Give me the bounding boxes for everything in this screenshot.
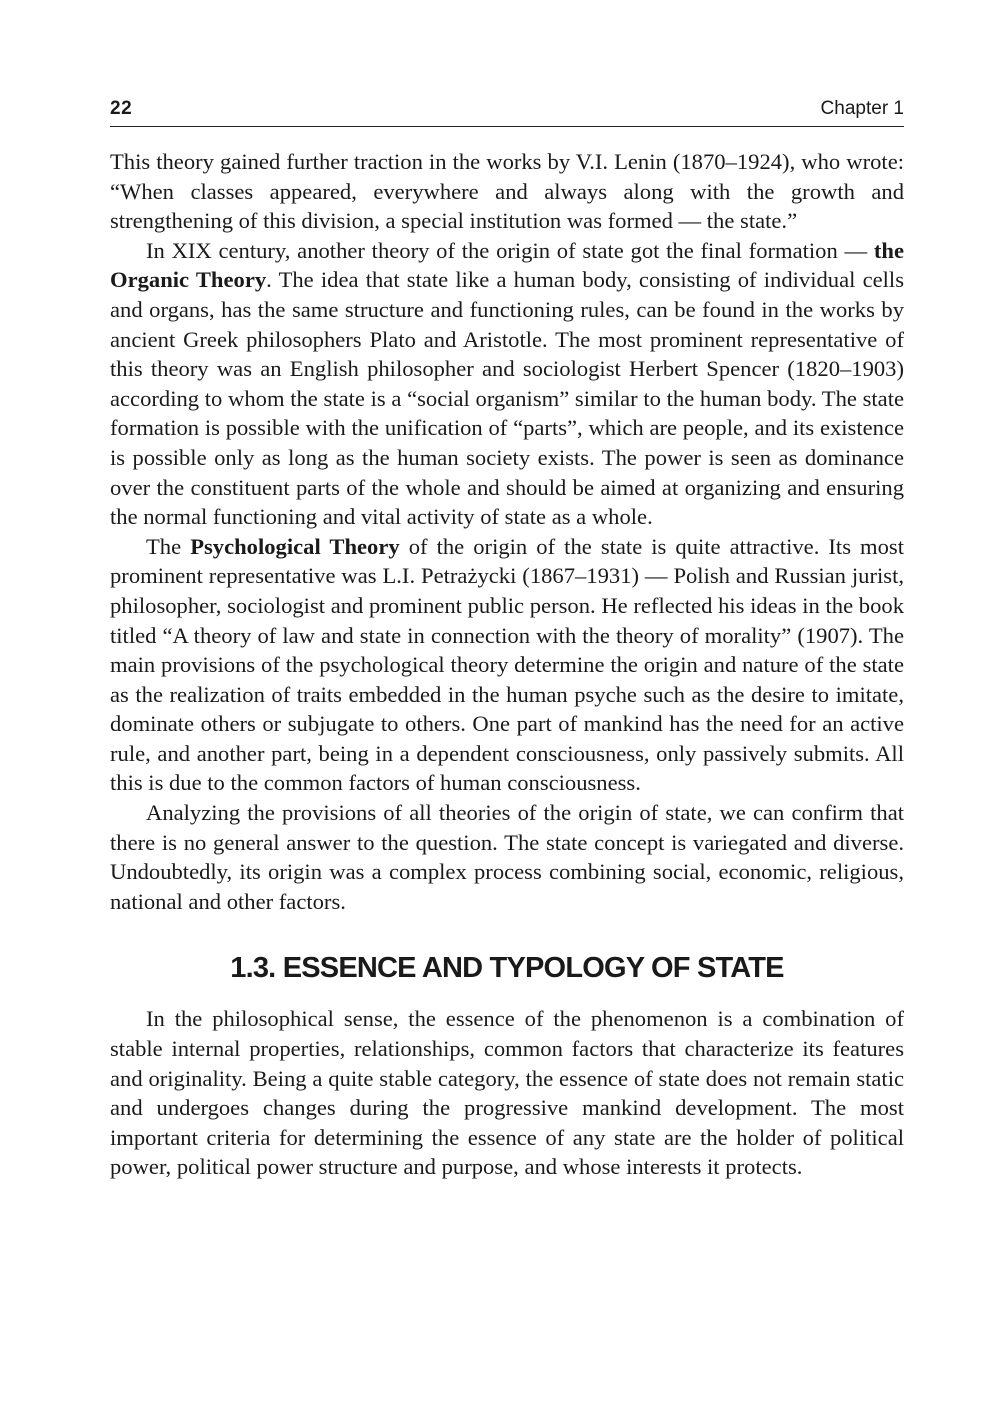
book-page [110,0,904,1413]
psychological-theory-intro: The [146,533,191,559]
paragraph-psychological-theory [110,532,904,798]
paragraph-analysis: Analyzing the provisions of all theories of the origin of state, we can confirm that there is no general answer to the question. The state concept is variegated and diverse. Undoubtedly, its origin was a complex process combining social, economic, religious, national and other factors. [110,800,904,914]
chapter-label: Chapter 1 [820,98,904,119]
psychological-theory-term: Psychological Theory [190,533,400,559]
paragraph-organic-theory [110,236,904,532]
psychological-theory-body: of the origin of the state is quite attractive. Its most prominent representative was L.I. Petrażycki (1867–1931) — Polish and Russian jurist, philosopher, sociologist and prominent public person. He reflected his ideas in the book titled “A theory of law and state in connection with the theory of morality” (1907). The main provisions of the psychological theory determine the origin and nature of the state as the realization of traits embedded in the human psyche such as the desire to imitate, dominate others or subjugate to others. One part of mankind has the need for an active rule, and another part, being in a dependent consciousness, only passively submits. All this is due to the common factors of human consciousness. [110,533,904,796]
paragraph-lenin: This theory gained further traction in the works by V.I. Lenin (1870–1924), who wrote: “When classes appeared, everywhere and always along with the growth and strengthening of this division, a special institution was formed — the state.” [110,149,904,234]
organic-theory-body: . The idea that state like a human body, consisting of individual cells and organs, has the same structure and functioning rules, can be found in the works by ancient Greek philosophers Plato and Aristotle. The most prominent representative of this theory was an English philosopher and sociologist Herbert Spencer (1820–1903) according to whom the state is a “social organism” similar to the human body. The state formation is possible with the unification of “parts”, which are people, and its existence is possible only as long as the human society exists. The power is seen as dominance over the constituent parts of the whole and should be aimed at organizing and ensuring the normal functioning and vital activity of state as a whole. [110,267,904,530]
organic-theory-term: the Organic Theory [110,237,904,293]
paragraph-essence: In the philosophical sense, the essence of the phenomenon is a combination of stable internal properties, relationships, common factors that characterize its features and originality. Being a quite stable category, the essence of state does not remain static and undergoes changes during the progressive mankind development. The most important criteria for determining the essence of any state are the holder of political power, political power structure and purpose, and whose interests it protects. [110,1006,904,1180]
running-header [110,98,904,127]
page-number: 22 [110,98,133,119]
organic-theory-intro: In XIX century, another theory of the origin of state got the final formation — [146,237,874,263]
body-text [110,147,904,1182]
section-heading: 1.3. ESSENCE AND TYPOLOGY OF STATE [230,952,784,985]
